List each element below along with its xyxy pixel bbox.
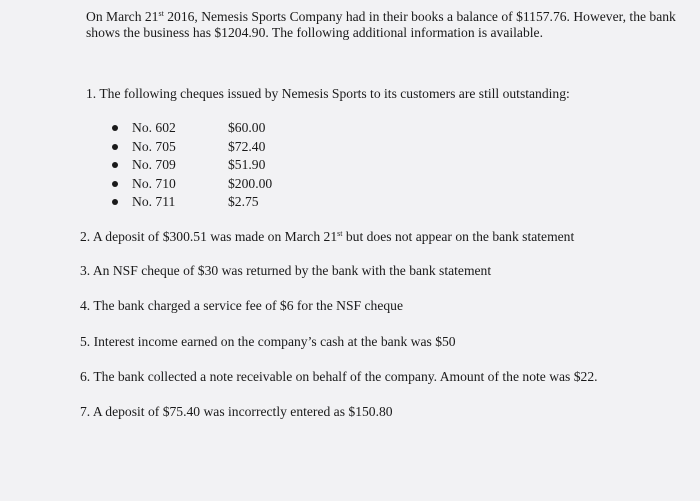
cheque-number: No. 710 [132,175,176,191]
item-5-text: 5. Interest income earned on the company’s cash at the bank was $50 [80,334,456,349]
bullet-icon [112,125,118,131]
cheque-amount: $2.75 [228,194,259,210]
item-2-part-b: but does not appear on the bank statement [342,229,575,244]
cheque-amount: $51.90 [228,157,266,173]
cheque-row [112,138,272,157]
cheque-row [112,119,272,138]
cheque-amount: $60.00 [228,120,266,136]
item-2-text [80,229,574,245]
intro-date-superscript: st [158,9,164,18]
cheque-number: No. 711 [132,194,176,210]
bullet-icon [112,199,118,205]
item-6-text: 6. The bank collected a note receivable on behalf of the company. Amount of the note was $22. [80,369,598,384]
intro-paragraph [86,9,682,41]
item-3-text: 3. An NSF cheque of $30 was returned by the bank with the bank statement [80,263,492,278]
cheque-number: No. 602 [132,120,176,136]
cheque-row [112,193,272,212]
cheque-row [112,175,272,194]
cheque-amount: $200.00 [228,175,273,191]
cheque-number: No. 709 [132,157,176,173]
cheque-number: No. 705 [132,138,176,154]
item-2-part-a: 2. A deposit of $300.51 was made on March 21 [80,229,338,244]
intro-date-prefix: On March 21 [86,9,159,24]
bullet-icon [112,144,118,150]
item-7-text: 7. A deposit of $75.40 was incorrectly entered as $150.80 [80,404,393,419]
bullet-icon [112,181,118,187]
outstanding-cheques-list [112,119,272,212]
cheque-amount: $72.40 [228,138,266,154]
intro-body: 2016, Nemesis Sports Company had in their books a balance of $1157.76. However, the bank shows the business has $1204.90. The following additional information is available. [86,9,676,40]
item-1-text: 1. The following cheques issued by Nemesis Sports to its customers are still outstanding: [86,86,570,101]
bullet-icon [112,162,118,168]
cheque-row [112,156,272,175]
item-4-text: 4. The bank charged a service fee of $6 for the NSF cheque [80,298,403,313]
item-2-superscript: st [337,229,343,238]
